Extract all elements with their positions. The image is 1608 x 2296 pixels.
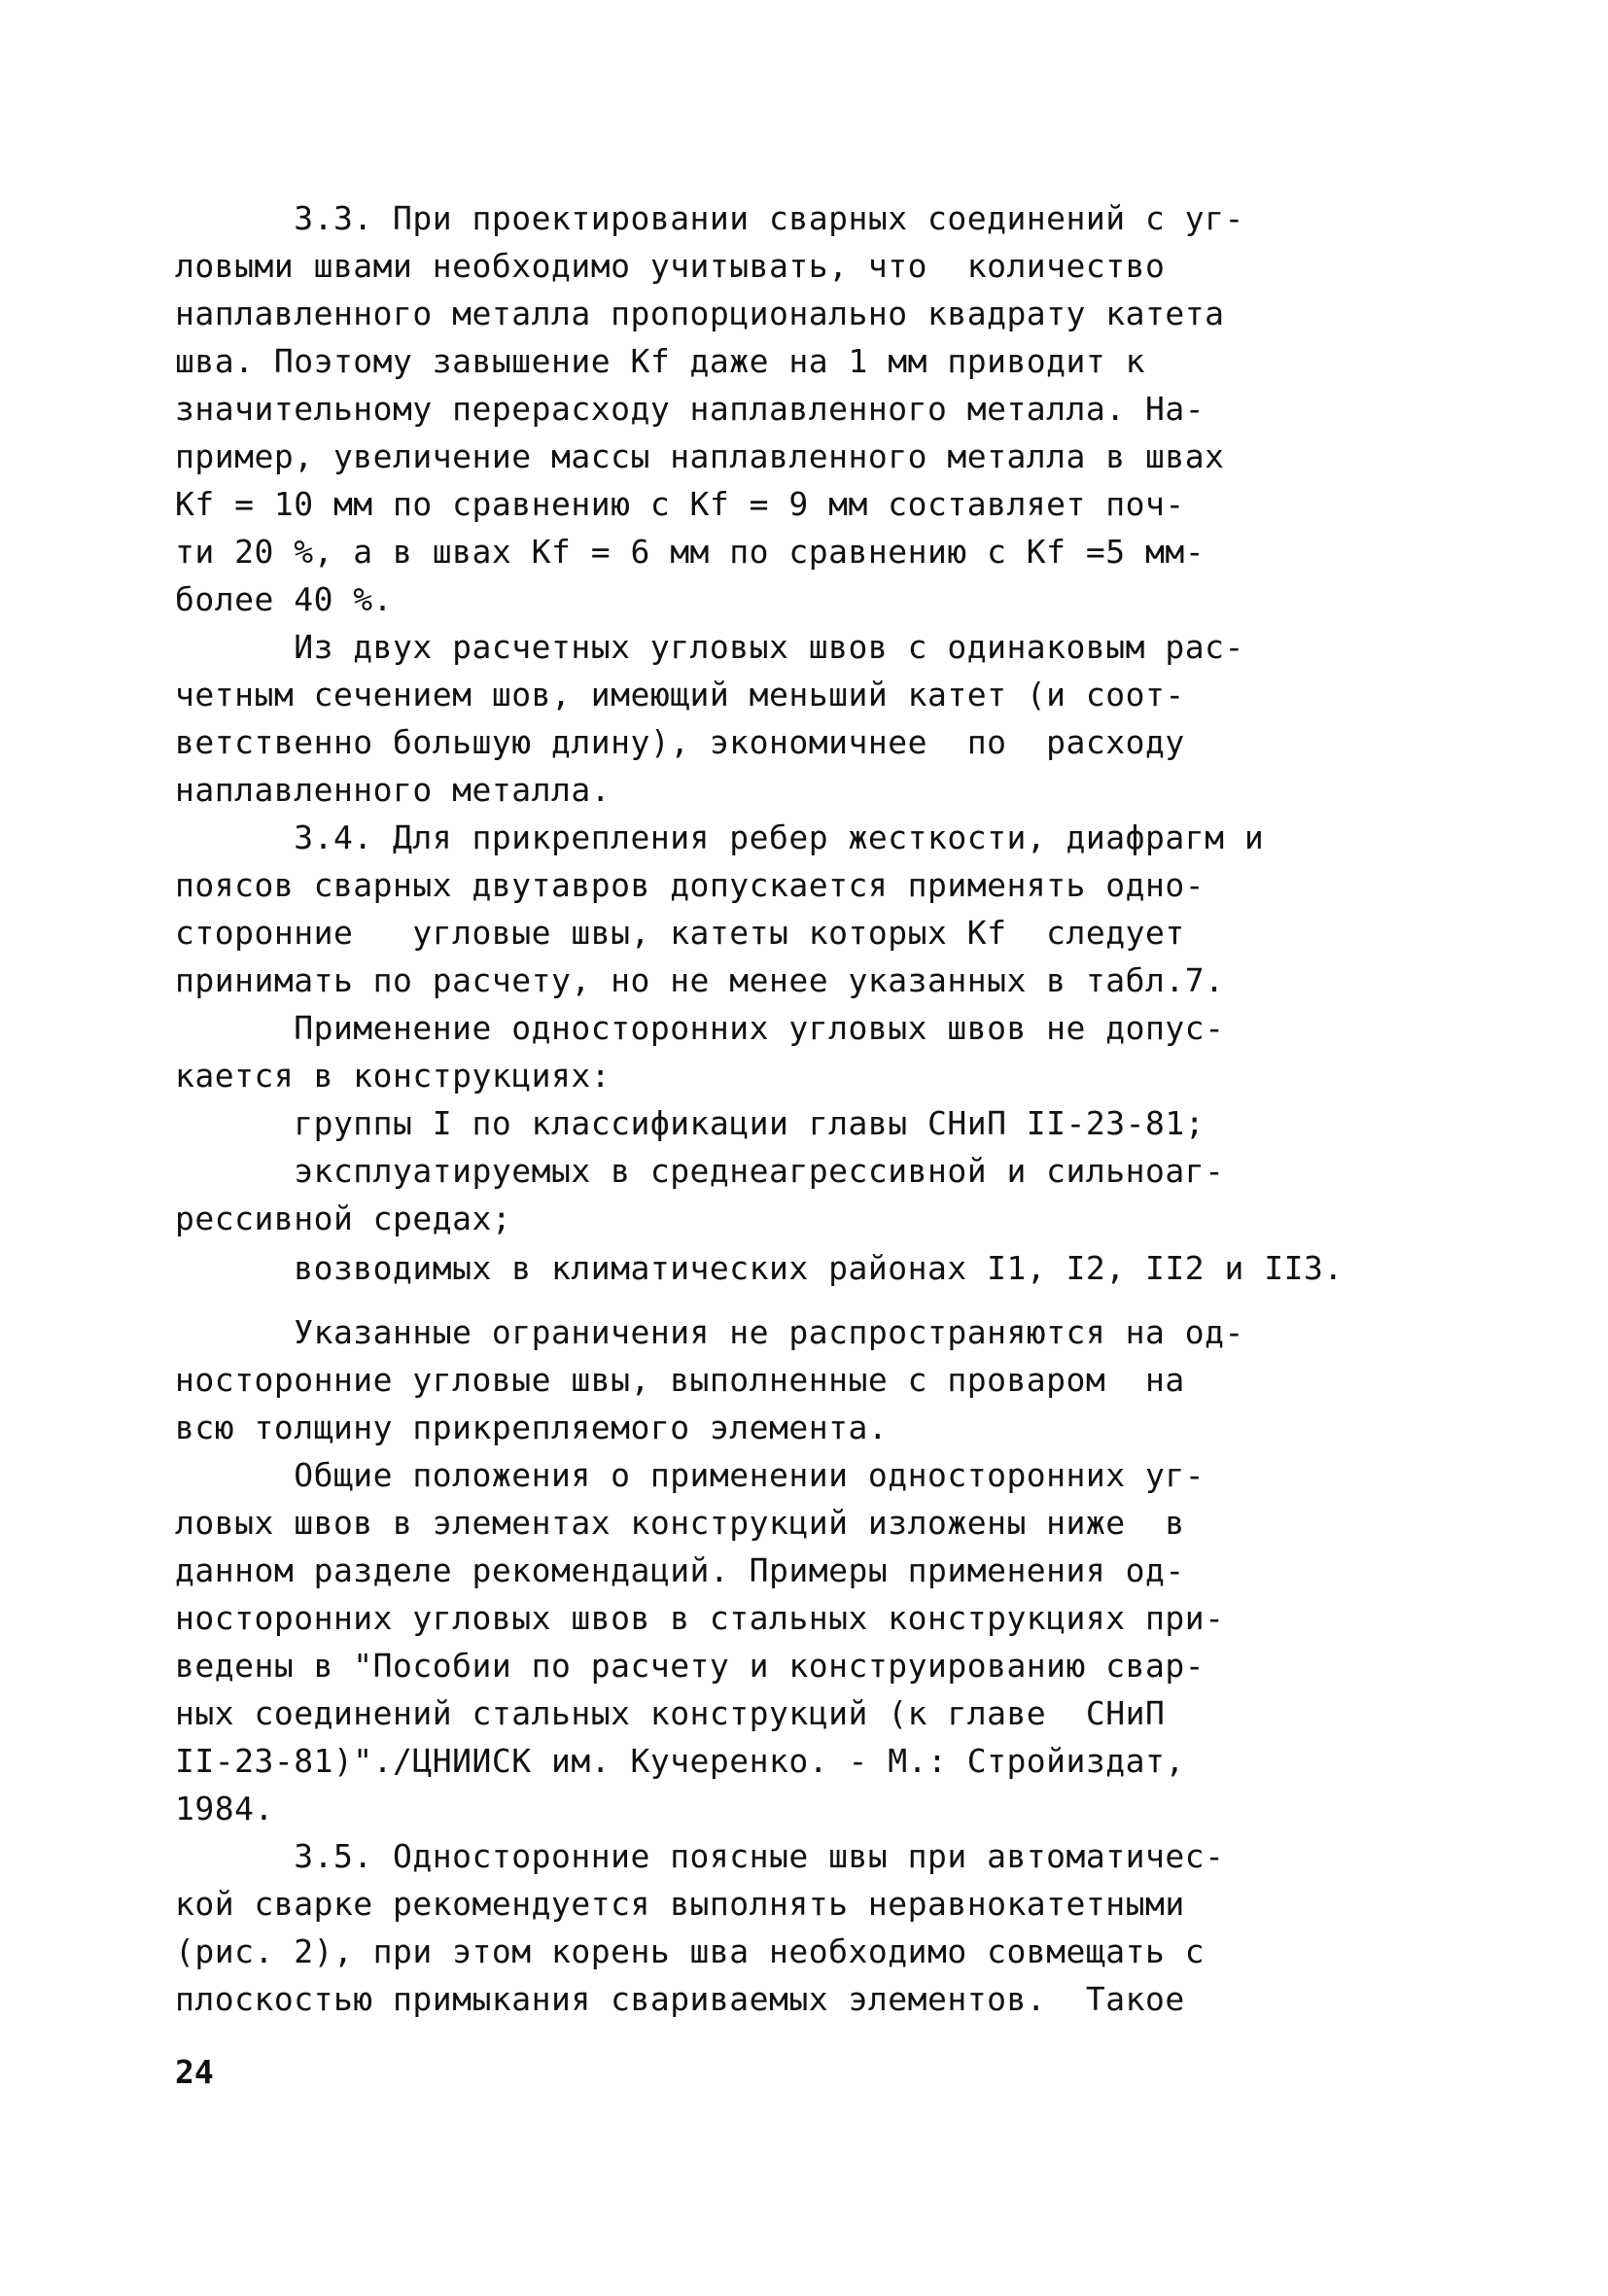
text-line: шва. Поэтому завышение Kf даже на 1 мм приводит к — [175, 342, 1146, 380]
text-line: кается в конструкциях: — [175, 1057, 612, 1095]
text-line: ловыми швами необходимо учитывать, что количество — [175, 247, 1166, 285]
text-line: Из двух расчетных угловых швов с одинаковым рас- — [175, 628, 1244, 666]
text-line: принимать по расчету, но не менее указанных в табл.7. — [175, 961, 1225, 999]
text-line: более 40 %. — [175, 580, 394, 618]
text-line: данном разделе рекомендаций. Примеры применения од- — [175, 1551, 1185, 1589]
text-line: Общие положения о применении односторонних уг- — [175, 1456, 1206, 1494]
text-line: ловых швов в элементах конструкций изложены ниже в — [175, 1504, 1185, 1542]
text-line: всю толщину прикрепляемого элемента. — [175, 1409, 889, 1446]
text-line: рессивной средах; — [175, 1200, 512, 1237]
text-line: значительному перерасходу наплавленного металла. На- — [175, 390, 1206, 428]
text-line: наплавленного металла. — [175, 771, 612, 809]
text-line: (рис. 2), при этом корень шва необходимо совмещать с — [175, 1932, 1206, 1970]
text-line: ти 20 %, а в швах Kf = 6 мм по сравнению с Kf =5 мм- — [175, 533, 1206, 571]
text-line: кой сварке рекомендуется выполнять неравнокатетными — [175, 1885, 1185, 1923]
text-line: Указанные ограничения не распространяются на од- — [175, 1313, 1244, 1351]
list-item-environment: эксплуатируемых в среднеагрессивной и сильноаг- — [175, 1152, 1225, 1190]
page-number: 24 — [175, 2053, 214, 2091]
text-line: Kf = 10 мм по сравнению с Kf = 9 мм составляет поч- — [175, 485, 1185, 523]
text-line: ведены в "Пособии по расчету и конструированию свар- — [175, 1647, 1206, 1685]
text-line: носторонние угловые швы, выполненные с проваром на — [175, 1361, 1185, 1399]
text-line: носторонних угловых швов в стальных конструкциях при- — [175, 1599, 1225, 1637]
text-line: ветственно большую длину), экономичнее по расходу — [175, 723, 1185, 761]
text-line-section-3-5: 3.5. Односторонние поясные швы при автоматичес- — [175, 1837, 1225, 1875]
text-line: плоскостью примыкания свариваемых элементов. Такое — [175, 1980, 1185, 2018]
text-line: ных соединений стальных конструкций (к главе СНиП — [175, 1694, 1166, 1732]
text-line-section-3-3: 3.3. При проектировании сварных соединений с уг- — [175, 199, 1244, 237]
list-item-climate: возводимых в климатических районах I1, I2, II2 и II3. — [175, 1249, 1344, 1287]
text-line: наплавленного металла пропорционально квадрату катета — [175, 295, 1225, 332]
text-line: сторонние угловые швы, катеты которых Kf следует — [175, 914, 1185, 952]
text-line: пример, увеличение массы наплавленного металла в швах — [175, 437, 1225, 475]
text-line: 1984. — [175, 1790, 274, 1827]
body-text — [175, 194, 1439, 2023]
text-line: II-23-81)"./ЦНИИСК им. Кучеренко. - М.: Стройиздат, — [175, 1742, 1185, 1780]
list-item-group: группы I по классификации главы СНиП II-23-81; — [175, 1104, 1206, 1142]
text-line: Применение односторонних угловых швов не допус- — [175, 1009, 1225, 1047]
text-line: поясов сварных двутавров допускается применять одно- — [175, 866, 1206, 904]
text-line-section-3-4: 3.4. Для прикрепления ребер жесткости, диафрагм и — [175, 818, 1265, 856]
text-line: четным сечением шов, имеющий меньший катет (и соот- — [175, 676, 1185, 713]
